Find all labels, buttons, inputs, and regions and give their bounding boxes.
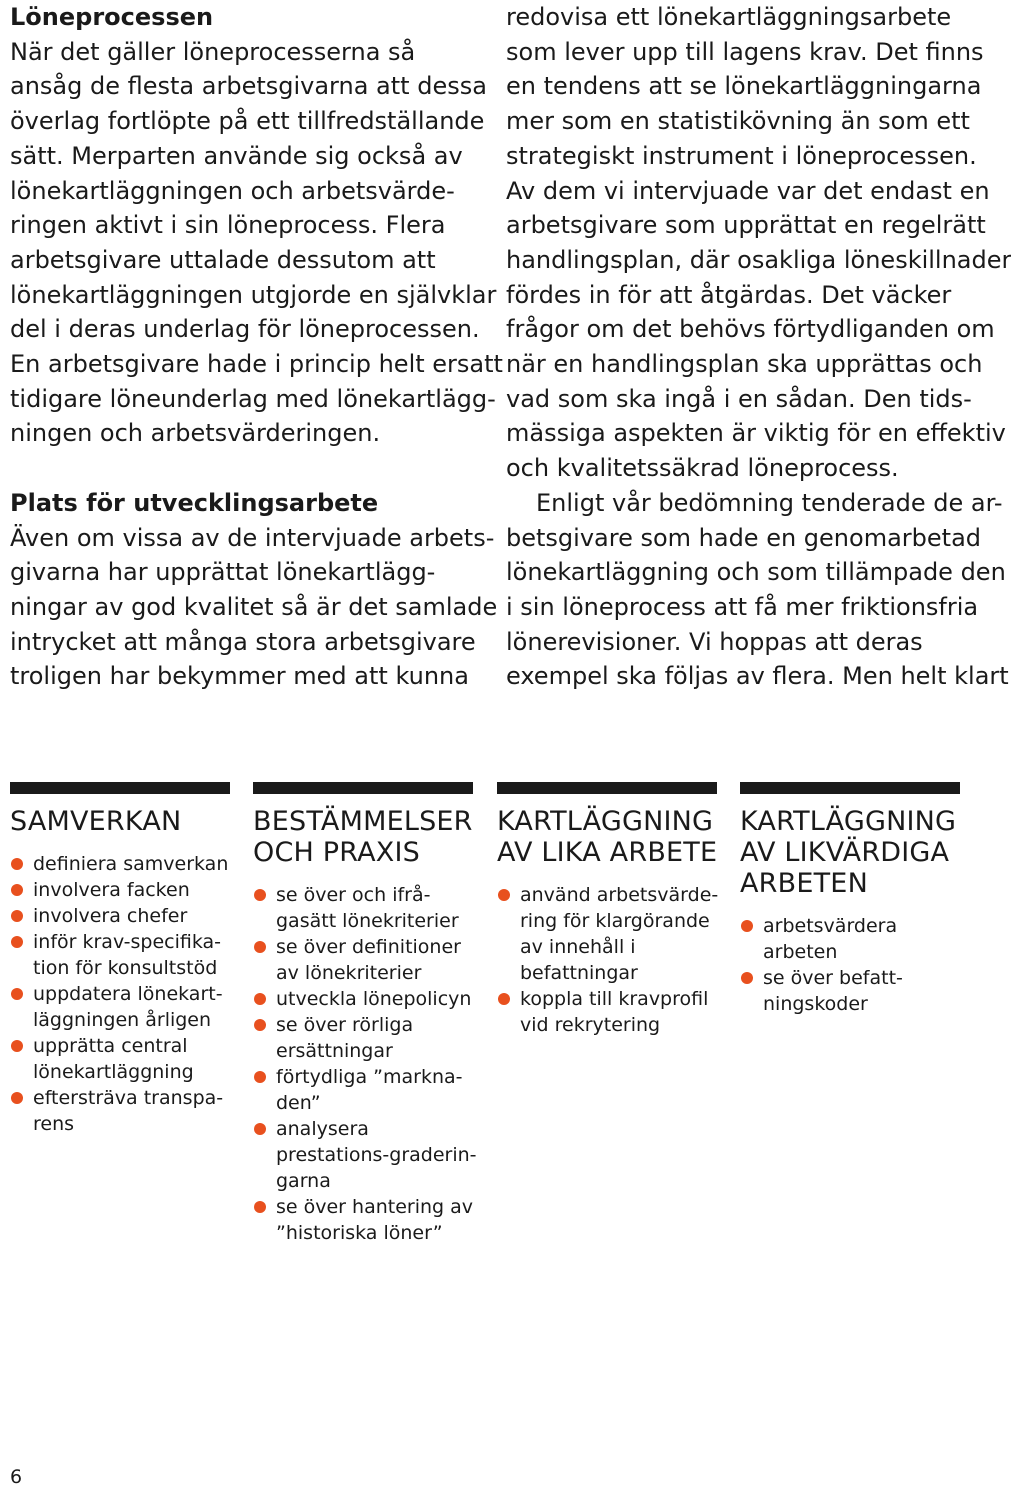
list-item: [253, 934, 473, 986]
text-line: en tendens att se lönekartläggningarna: [506, 72, 982, 101]
list-item-text: prestations-graderin-: [276, 1144, 477, 1166]
list-item: [10, 877, 230, 903]
bullet-dot-icon: [254, 1071, 266, 1083]
box-title-line: KARTLÄGGNING: [497, 806, 714, 837]
box-title-line: AV LIKA ARBETE: [497, 837, 718, 868]
list-item: [10, 1085, 230, 1137]
text-line: ningen och arbetsvärderingen.: [10, 419, 381, 448]
bullet-dot-icon: [11, 936, 23, 948]
bullet-dot-icon: [498, 993, 510, 1005]
text-line: En arbetsgivare hade i princip helt ersatt: [10, 350, 503, 379]
text-line: lönekartläggningen utgjorde en självklar: [10, 280, 497, 309]
box-samverkan: [10, 782, 230, 1137]
paragraph-continued: [506, 0, 1011, 486]
bullet-dot-icon: [254, 1123, 266, 1135]
bullet-dot-icon: [741, 920, 753, 932]
bullet-dot-icon: [254, 889, 266, 901]
text-line: ringen aktivt i sin löneprocess. Flera: [10, 211, 446, 240]
list-item-text: arbeten: [763, 941, 838, 963]
text-line: betsgivare som hade en genomarbetad: [506, 523, 982, 552]
text-line: Enligt vår bedömning tenderade de ar-: [536, 488, 1003, 517]
text-line: vad som ska ingå i en sådan. Den tids-: [506, 384, 972, 413]
list-item-text: förtydliga ”markna-: [276, 1066, 463, 1088]
text-line: exempel ska följas av flera. Men helt klart: [506, 662, 1009, 691]
list-item-text: inför krav-specifika-: [33, 931, 222, 953]
bullet-dot-icon: [254, 1201, 266, 1213]
list-item-text: se över befatt-: [763, 967, 903, 989]
box-list: [740, 913, 960, 1017]
text-line: fördes in för att åtgärdas. Det väcker: [506, 280, 952, 309]
section-heading-loneprocessen: Löneprocessen: [10, 3, 214, 31]
list-item: [10, 929, 230, 981]
text-line: när en handlingsplan ska upprättas och: [506, 350, 983, 379]
box-list: [253, 882, 477, 1246]
list-item-text: använd arbetsvärde-: [520, 884, 719, 906]
text-line: arbetsgivare som upprättat en regelrätt: [506, 211, 986, 240]
list-item-text: involvera facken: [33, 879, 190, 901]
text-line: del i deras underlag för löneprocessen.: [10, 315, 480, 344]
bullet-dot-icon: [11, 884, 23, 896]
bullet-dot-icon: [11, 910, 23, 922]
list-item-text: lönekartläggning: [33, 1061, 194, 1083]
list-item-text: befattningar: [520, 962, 638, 984]
text-line: i sin löneprocess att få mer friktionsfria: [506, 592, 979, 621]
list-item-text: analysera: [276, 1118, 369, 1140]
box-title-line: ARBETEN: [740, 868, 868, 899]
section-heading-utvecklingsarbete: Plats för utvecklingsarbete: [10, 488, 379, 517]
list-item: [253, 1116, 477, 1194]
box-top-bar: [497, 782, 717, 794]
text-line: redovisa ett lönekartläggningsarbete: [506, 3, 952, 31]
list-item-text: rens: [33, 1113, 75, 1135]
text-line: och kvalitetssäkrad löneprocess.: [506, 454, 899, 483]
text-line: mer som en statistikövning än som ett: [506, 107, 970, 136]
bullet-dot-icon: [741, 972, 753, 984]
list-item-text: eftersträva transpa-: [33, 1087, 224, 1109]
text-line: lönekartläggning och som tillämpade den: [506, 558, 1006, 587]
box-title: [497, 806, 717, 868]
list-item-text: av lönekriterier: [276, 962, 422, 984]
list-item: [10, 903, 230, 929]
box-top-bar: [10, 782, 230, 794]
bullet-dot-icon: [11, 988, 23, 1000]
text-line: ansåg de flesta arbetsgivarna att dessa: [10, 72, 487, 101]
text-line: sätt. Merparten använde sig också av: [10, 141, 463, 170]
box-top-bar: [253, 782, 473, 794]
list-item-text: gasätt lönekriterier: [276, 910, 459, 932]
text-line: tidigare löneunderlag med lönekartlägg-: [10, 384, 496, 413]
list-item-text: arbetsvärdera: [763, 915, 898, 937]
list-item-text: ring för klargörande: [520, 910, 710, 932]
list-item: [10, 1033, 230, 1085]
list-item: [497, 882, 717, 986]
bullet-dot-icon: [11, 1092, 23, 1104]
list-item-text: se över och ifrå-: [276, 884, 431, 906]
text-line: När det gäller löneprocesserna så: [10, 37, 416, 66]
list-item-text: garna: [276, 1170, 331, 1192]
box-title: [253, 806, 473, 868]
box-title-line: AV LIKVÄRDIGA: [740, 837, 950, 868]
box-title-line: BESTÄMMELSER: [253, 806, 473, 837]
text-line: intrycket att många stora arbetsgivare: [10, 627, 476, 656]
text-line: mässiga aspekten är viktig för en effektiv: [506, 419, 1006, 448]
box-top-bar: [740, 782, 960, 794]
left-column: [10, 0, 503, 694]
list-item: [253, 1012, 473, 1064]
text-line: lönekartläggningen och arbetsvärde-: [10, 176, 455, 205]
list-item: [740, 913, 960, 965]
text-line: handlingsplan, där osakliga löneskillnader: [506, 245, 1011, 274]
list-item-text: ”historiska löner”: [276, 1222, 443, 1244]
list-item-text: se över definitioner: [276, 936, 461, 958]
box-likvardiga-arbeten: [740, 782, 960, 1017]
bullet-dot-icon: [11, 1040, 23, 1052]
list-item: [253, 1064, 473, 1116]
text-line: Av dem vi intervjuade var det endast en: [506, 176, 990, 205]
box-title-line: KARTLÄGGNING: [740, 806, 957, 837]
box-list: [497, 882, 717, 1038]
list-item-text: läggningen årligen: [33, 1009, 212, 1031]
bullet-dot-icon: [254, 941, 266, 953]
bullet-dot-icon: [11, 858, 23, 870]
list-item: [253, 986, 473, 1012]
box-title-line: OCH PRAXIS: [253, 837, 421, 868]
text-line: Även om vissa av de intervjuade arbets-: [10, 523, 495, 552]
text-line: arbetsgivare uttalade dessutom att: [10, 245, 436, 274]
text-line: frågor om det behövs förtydliganden om: [506, 315, 995, 344]
list-item-text: ersättningar: [276, 1040, 393, 1062]
text-line: strategiskt instrument i löneprocessen.: [506, 141, 977, 170]
list-item-text: involvera chefer: [33, 905, 188, 927]
list-item-text: upprätta central: [33, 1035, 188, 1057]
list-item-text: av innehåll i: [520, 936, 636, 958]
list-item: [253, 1194, 473, 1246]
list-item: [740, 965, 960, 1017]
box-lika-arbete: [497, 782, 717, 1038]
list-item-text: utveckla lönepolicyn: [276, 988, 472, 1010]
bullet-dot-icon: [254, 993, 266, 1005]
list-item: [10, 851, 230, 877]
list-item-text: definiera samverkan: [33, 853, 229, 875]
list-item: [253, 882, 473, 934]
list-item: [497, 986, 717, 1038]
box-title: [10, 806, 230, 837]
text-line: ningar av god kvalitet så är det samlade: [10, 592, 498, 621]
list-item-text: koppla till kravprofil: [520, 988, 709, 1010]
box-title-line: SAMVERKAN: [10, 806, 182, 837]
text-line: som lever upp till lagens krav. Det finns: [506, 37, 984, 66]
bullet-dot-icon: [254, 1019, 266, 1031]
text-line: lönerevisioner. Vi hoppas att deras: [506, 627, 923, 656]
list-item-text: se över rörliga: [276, 1014, 414, 1036]
text-line: givarna har upprättat lönekartlägg-: [10, 558, 436, 587]
text-line: överlag fortlöpte på ett tillfredställande: [10, 107, 485, 136]
box-bestammelser: [253, 782, 477, 1246]
bullet-dot-icon: [498, 889, 510, 901]
list-item-text: tion för konsultstöd: [33, 957, 218, 979]
list-item-text: se över hantering av: [276, 1196, 474, 1218]
paragraph-utvecklingsarbete: [10, 521, 498, 695]
text-line: troligen har bekymmer med att kunna: [10, 662, 469, 691]
right-column: [506, 0, 1011, 694]
box-title: [740, 806, 960, 899]
list-item-text: ningskoder: [763, 993, 868, 1015]
paragraph-bedomning: [506, 486, 1009, 694]
list-item: [10, 981, 230, 1033]
list-item-text: vid rekrytering: [520, 1014, 661, 1036]
list-item-text: den”: [276, 1092, 321, 1114]
page-number: 6: [10, 1466, 23, 1488]
box-list: [10, 851, 230, 1137]
paragraph-loneprocessen: [10, 35, 503, 451]
list-item-text: uppdatera lönekart-: [33, 983, 223, 1005]
